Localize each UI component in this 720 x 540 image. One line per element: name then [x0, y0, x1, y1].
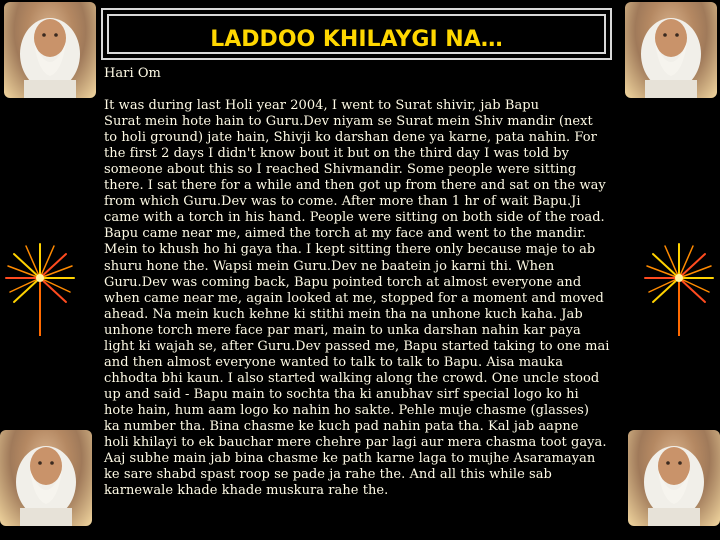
- page-title: LADDOO KHILAYGI NA…: [210, 26, 503, 52]
- story-line: from which Guru.Dev was to come. After more than 1 hr of wait Bapu.Ji: [104, 194, 581, 210]
- portrait-image-top-right: [625, 2, 717, 98]
- story-body: [104, 66, 624, 499]
- story-line: to holi ground) jate hain, Shivji ko darshan dene ya karne, pata nahin. For: [104, 130, 597, 146]
- story-line: hote hain, hum aam logo ko nahin ho sakte. Pehle muje chasme (glasses): [104, 402, 589, 418]
- story-line: ka number tha. Bina chasme ke kuch pad nahin pata tha. Kal jab aapne: [104, 418, 579, 434]
- story-line: up and said - Bapu main to sochta tha ki anubhav sirf special logo ko hi: [104, 386, 579, 402]
- story-line: ke sare shabd spast roop se pade ja rahe the. And all this while sab: [104, 467, 552, 483]
- portrait-image-bottom-left: [0, 430, 92, 526]
- story-line: shuru hone the. Wapsi mein Guru.Dev ne baatein jo karni thi. When: [104, 258, 555, 274]
- story-line: chhodta bhi kaun. I also started walking along the crowd. One uncle stood: [104, 370, 600, 386]
- story-line: and then almost everyone wanted to talk to talk to Bapu. Aisa mauka: [104, 354, 564, 370]
- story-line: light ki wajah se, after Guru.Dev passed me, Bapu started taking to one mai: [104, 338, 610, 354]
- story-line: Guru.Dev was coming back, Bapu pointed torch at almost everyone and: [104, 274, 582, 290]
- story-line: ahead. Na mein kuch kehne ki stithi mein tha na unhone kuch kaha. Jab: [104, 306, 583, 322]
- story-line: Mein to khush ho hi gaya tha. I kept sitting there only because maje to ab: [104, 242, 596, 258]
- story-lines: [104, 98, 624, 499]
- story-line: the first 2 days I didn't know bout it but on the third day I was told by: [104, 146, 570, 162]
- firework-icon: [4, 238, 76, 338]
- story-line: came with a torch in his hand. People were sitting on both side of the road.: [104, 210, 605, 226]
- firework-icon: [643, 238, 715, 338]
- story-line: holi khilayi to ek bauchar mere chehre par lagi aur mera chasma toot gaya.: [104, 435, 607, 451]
- story-line: when came near me, again looked at me, stopped for a moment and moved: [104, 290, 604, 306]
- portrait-image-top-left: [4, 2, 96, 98]
- title-frame-inner: [107, 14, 606, 54]
- story-line: Aaj subhe main jab bina chasme ke path karne laga to mujhe Asaramayan: [104, 451, 596, 467]
- story-line: there. I sat there for a while and then got up from there and sat on the way: [104, 178, 606, 194]
- story-line: karnewale khade khade muskura rahe the.: [104, 483, 389, 499]
- story-line: unhone torch mere face par mari, main to unka darshan nahin kar paya: [104, 322, 581, 338]
- story-line: It was during last Holi year 2004, I went to Surat shivir, jab Bapu: [104, 98, 540, 114]
- salutation: Hari Om: [104, 66, 161, 81]
- story-line: someone about this so I reached Shivmandir. Some people were sitting: [104, 162, 577, 178]
- story-line: Bapu came near me, aimed the torch at my face and went to the mandir.: [104, 226, 587, 242]
- story-line: Surat mein hote hain to Guru.Dev niyam se Surat mein Shiv mandir (next: [104, 114, 593, 130]
- title-frame: [101, 8, 612, 60]
- portrait-image-bottom-right: [628, 430, 720, 526]
